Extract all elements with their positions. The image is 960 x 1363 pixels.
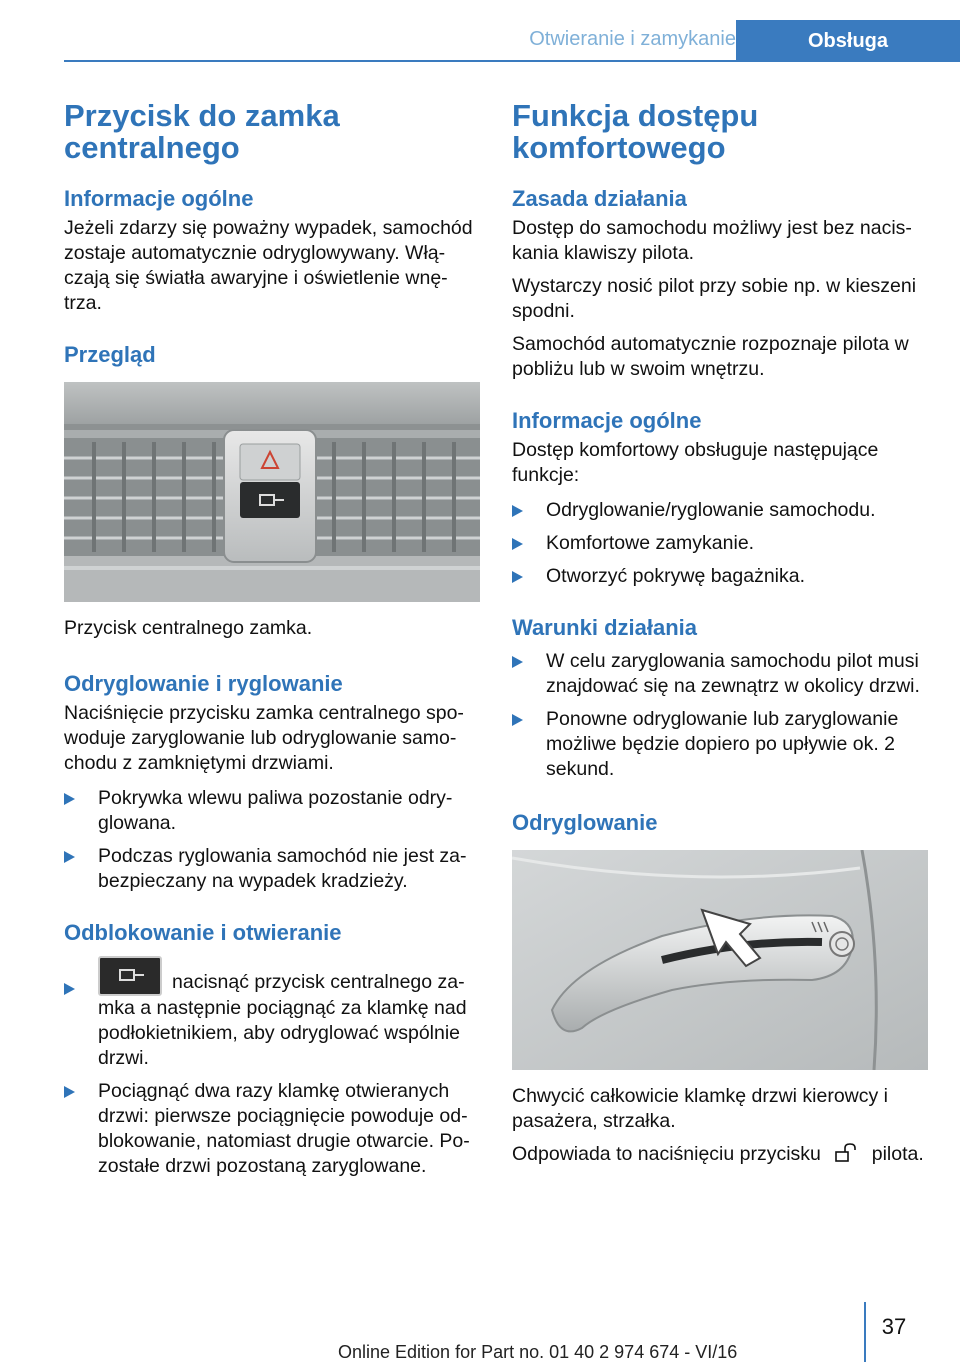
bullet-triangle-icon [64, 851, 75, 863]
door-handle-illustration [512, 850, 928, 1070]
page-number: 37 [881, 1314, 907, 1339]
heading-unlock-lock: Odryglowanie i ryglowanie [64, 671, 343, 696]
heading-general-info: Informacje ogólne [64, 186, 254, 211]
image-caption-central-lock: Przycisk centralnego zamka. [64, 617, 313, 639]
footer-edition: Online Edition for Part no. 01 40 2 974 674 - VI/16 [338, 1342, 738, 1362]
bullet-triangle-icon [64, 793, 75, 805]
heading-conditions: Warunki działania [512, 615, 698, 640]
bullet-triangle-icon [512, 571, 523, 583]
heading-unlocking: Odryglowanie [512, 810, 658, 835]
list-item: Podczas ryglowania samochód nie jest za-bezpieczany na wypadek kradzieży. [64, 844, 480, 894]
right-column [512, 100, 928, 1167]
paragraph-principle-3: Samochód automatycznie rozpoznaje pilota w pobliżu lub w swoim wnętrzu. [512, 333, 909, 380]
paragraph-general-info-right: Dostęp komfortowy obsługuje następujące funkcje: [512, 439, 879, 486]
bullet-triangle-icon [64, 983, 75, 995]
page-header [0, 0, 960, 62]
bullet-triangle-icon [512, 505, 523, 517]
section-title-comfort-access: Funkcja dostępu komfortowego [512, 98, 759, 165]
paragraph-principle-1: Dostęp do samochodu możliwy jest bez nacis-kania klawiszy pilota. [512, 217, 912, 264]
heading-unblock-open: Odblokowanie i otwieranie [64, 920, 342, 945]
bullet-triangle-icon [512, 656, 523, 668]
bullet-triangle-icon [64, 1086, 75, 1098]
heading-overview: Przegląd [64, 342, 156, 367]
list-item: Otworzyć pokrywę bagażnika. [512, 564, 928, 589]
heading-general-info-right: Informacje ogólne [512, 408, 702, 433]
list-item: Odryglowanie/ryglowanie samochodu. [512, 498, 928, 523]
vent-panel-illustration [64, 382, 480, 602]
heading-principle: Zasada działania [512, 186, 687, 211]
paragraph-remote-button: Odpowiada to naciśnięciu przycisku pilota. [512, 1143, 924, 1165]
header-chapter-tab: Obsługa [736, 20, 960, 60]
image-caption-door-handle: Chwycić całkowicie klamkę drzwi kierowcy i pasażera, strzałka. [512, 1085, 888, 1132]
section-title-central-lock: Przycisk do zamka centralnego [64, 98, 340, 165]
header-section-title: Otwieranie i zamykanie [529, 28, 736, 50]
list-item: Komfortowe zamykanie. [512, 531, 928, 556]
list-item: nacisnąć przycisk centralnego za-mka a następnie pociągnąć za klamkę nad podłokietnikiem, aby odryglować wspólnie drzwi. [64, 956, 480, 1071]
list-item: W celu zaryglowania samochodu pilot musi znajdować się na zewnątrz w okolicy drzwi. [512, 649, 928, 699]
left-column [64, 100, 480, 1179]
unlock-padlock-icon [832, 1143, 860, 1163]
door-handle-image [512, 850, 928, 1070]
header-divider [64, 60, 960, 62]
list-conditions [512, 649, 928, 782]
list-item: Ponowne odryglowanie lub zaryglowanie możliwe będzie dopiero po upływie ok. 2 sekund. [512, 707, 928, 782]
list-unblock-open [64, 956, 480, 1179]
bullet-triangle-icon [512, 538, 523, 550]
bullet-triangle-icon [512, 714, 523, 726]
paragraph-unlock-lock: Naciśnięcie przycisku zamka centralnego spo-woduje zaryglowanie lub odryglowanie samo-chodu z zamkniętymi drzwiami. [64, 702, 464, 774]
list-unlock-notes [64, 786, 480, 894]
list-item: Pokrywka wlewu paliwa pozostanie odry-glowana. [64, 786, 480, 836]
list-item: Pociągnąć dwa razy klamkę otwieranych drzwi: pierwsze pociągnięcie powoduje od-blokowanie, natomiast drugie otwarcie. Po-zostałe drzwi pozostaną zaryglowane. [64, 1079, 480, 1179]
central-lock-button-image [64, 382, 480, 602]
paragraph-general-info: Jeżeli zdarzy się poważny wypadek, samochód zostaje automatycznie odryglowywany. Włą-czają się światła awaryjne i oświetlenie wnę-trza. [64, 217, 473, 314]
central-lock-button-icon [98, 956, 162, 996]
list-functions [512, 498, 928, 589]
paragraph-principle-2: Wystarczy nosić pilot przy sobie np. w kieszeni spodni. [512, 275, 917, 322]
